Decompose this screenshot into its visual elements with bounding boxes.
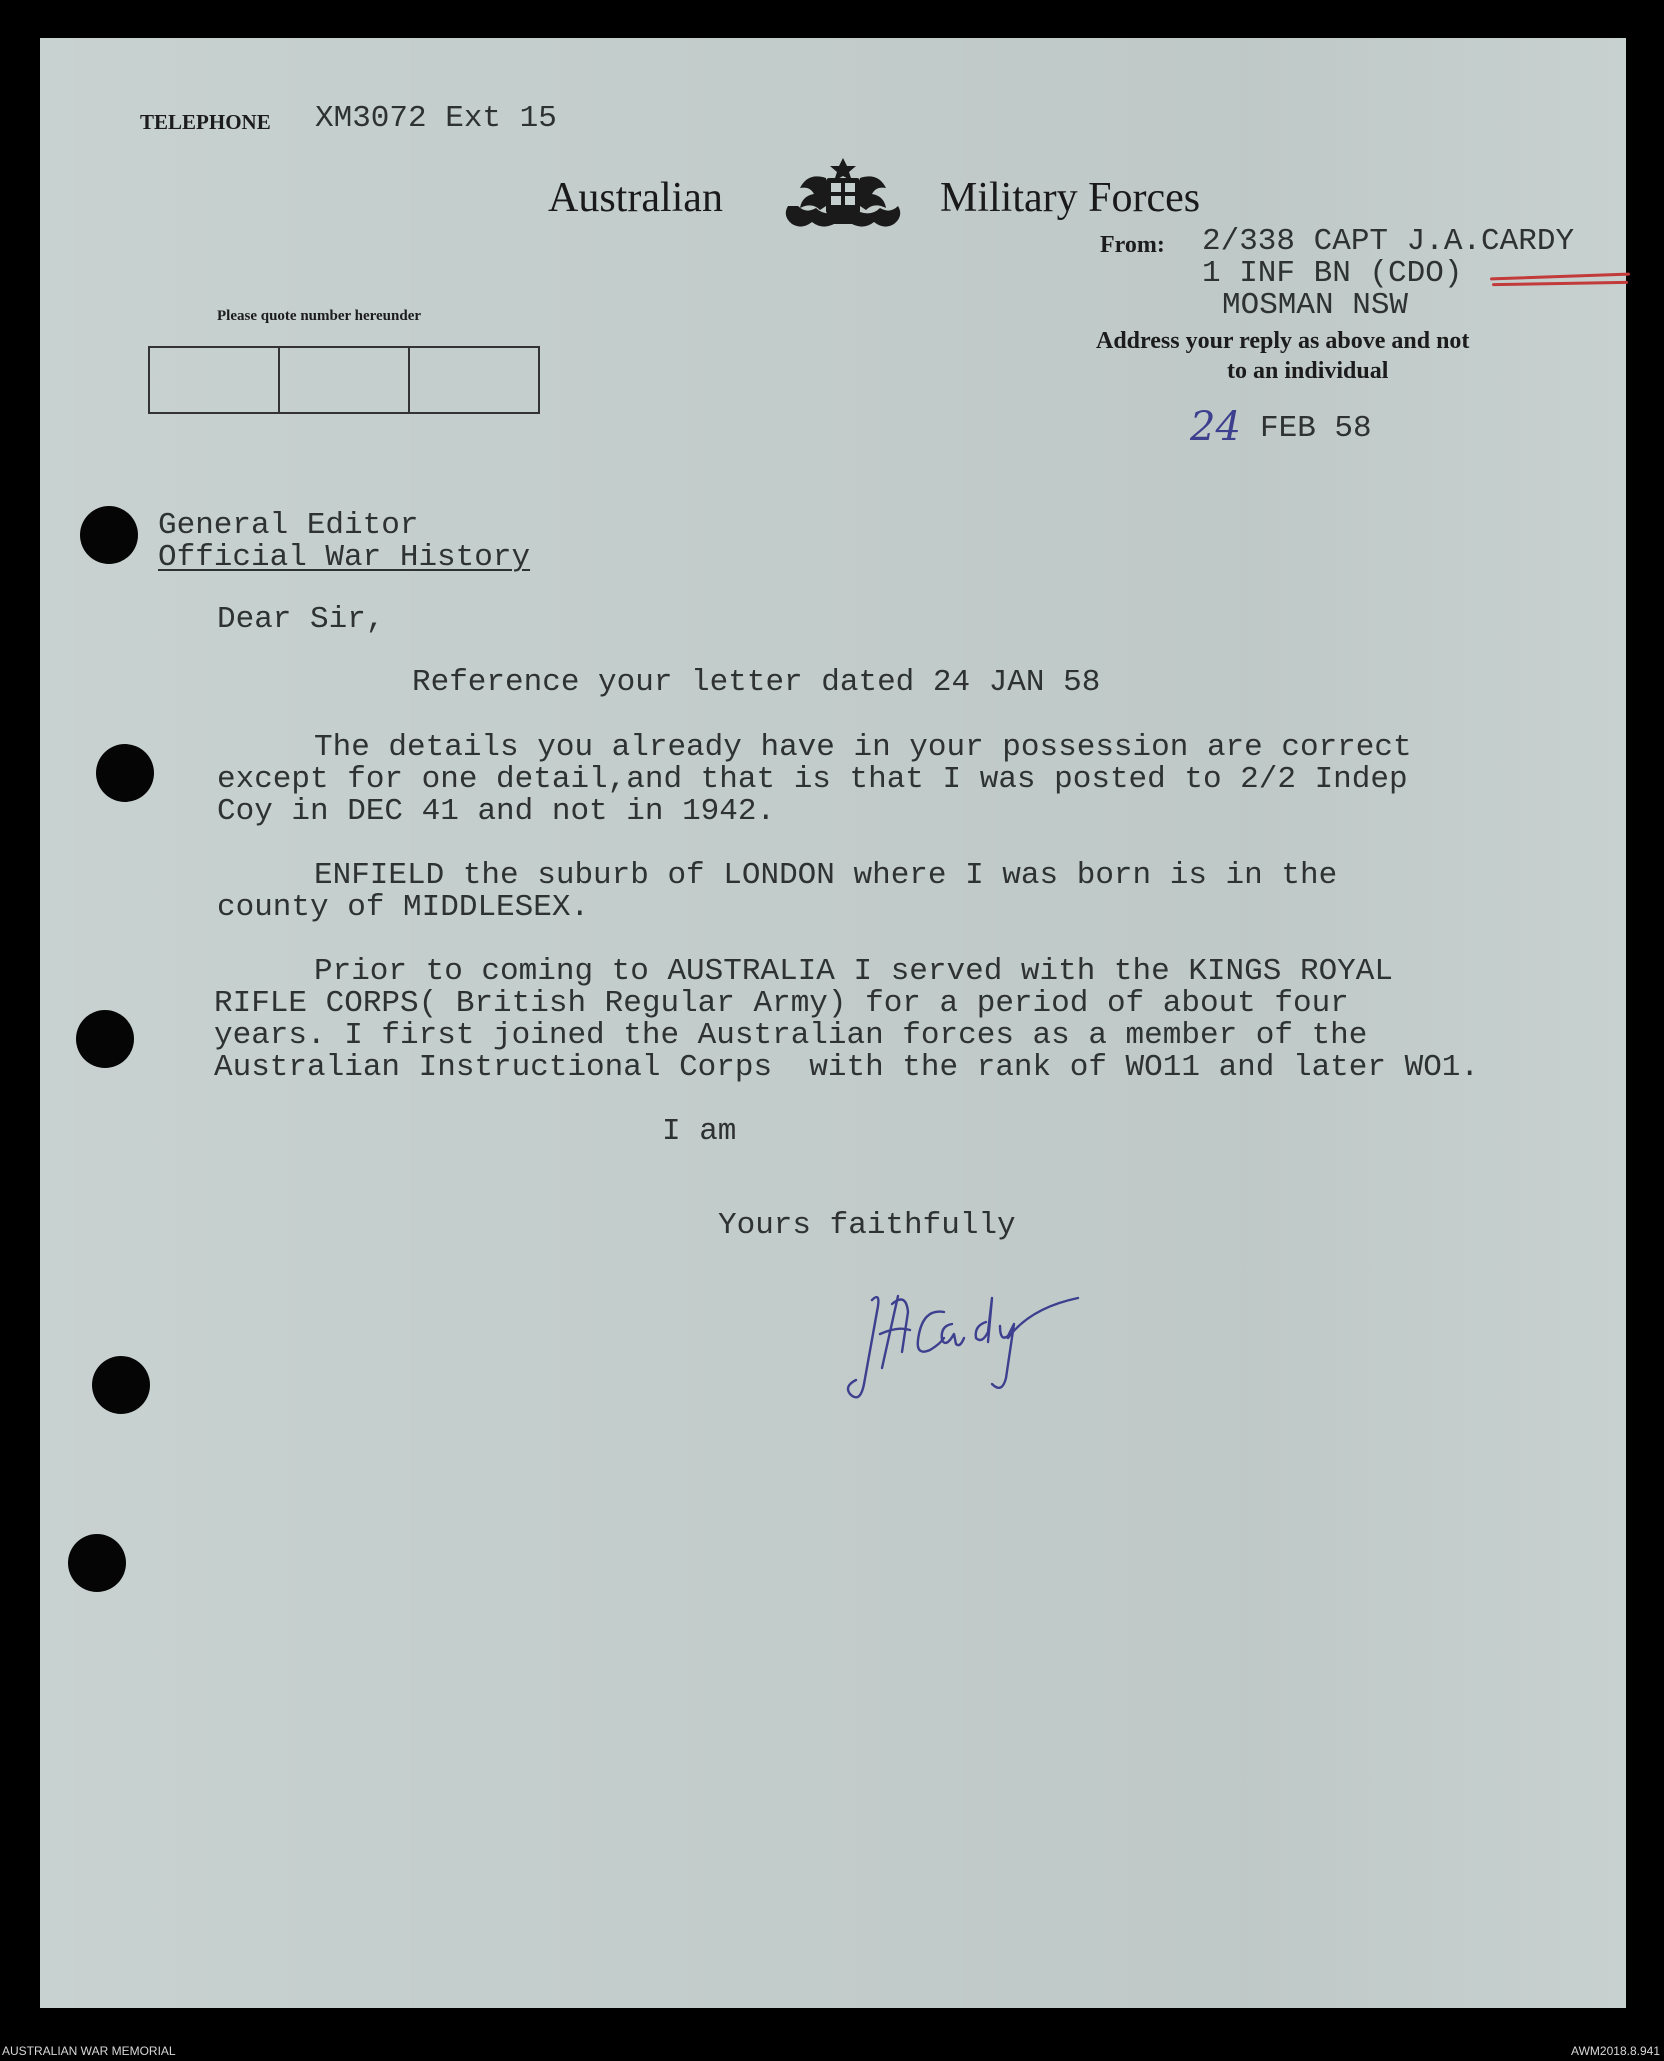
telephone-label: TELEPHONE — [140, 110, 271, 134]
closing-yours-faithfully: Yours faithfully — [718, 1208, 1016, 1243]
letterhead-title-left: Australian — [548, 175, 723, 221]
recipient-line-2: Official War History — [158, 540, 531, 575]
telephone-value: XM3072 Ext 15 — [315, 101, 557, 136]
address-note-1: Address your reply as above and not — [1096, 328, 1470, 354]
address-note-2: to an individual — [1227, 358, 1389, 384]
salutation: Dear Sir, — [217, 602, 385, 637]
recipient-line-1: General Editor — [158, 508, 419, 543]
quote-number-cell — [410, 348, 538, 412]
paragraph-3-line: Australian Instructional Corps with the rank of WO11 and later WO1. — [214, 1050, 1480, 1085]
paragraph-1-line: except for one detail,and that is that I was posted to 2/2 Indep — [217, 762, 1408, 797]
letter-sheet — [40, 38, 1626, 2008]
sender-line-2: 1 INF BN (CDO) — [1202, 256, 1463, 291]
paragraph-2-line: ENFIELD the suburb of LONDON where I was born is in the — [314, 858, 1338, 893]
letterhead-title-right: Military Forces — [940, 175, 1201, 221]
sender-line-1: 2/338 CAPT J.A.CARDY — [1202, 224, 1575, 259]
punch-hole — [80, 506, 138, 564]
footer-credit: AUSTRALIAN WAR MEMORIAL — [2, 2044, 176, 2058]
paragraph-1-line: The details you already have in your possession are correct — [314, 730, 1412, 765]
quote-number-cell — [280, 348, 410, 412]
paragraph-2-line: county of MIDDLESEX. — [217, 890, 590, 925]
paragraph-1-line: Coy in DEC 41 and not in 1942. — [217, 794, 776, 829]
paragraph-3-line: years. I first joined the Australian forces as a member of the — [214, 1018, 1368, 1053]
quote-number-cell — [150, 348, 280, 412]
reference-line: Reference your letter dated 24 JAN 58 — [412, 665, 1101, 700]
handwritten-date-day: 24 — [1190, 404, 1241, 450]
red-pen-underline — [1492, 281, 1628, 286]
coat-of-arms-icon — [768, 150, 918, 245]
red-pen-underline — [1490, 273, 1630, 281]
handwritten-signature — [840, 1282, 1100, 1417]
quote-number-box — [148, 346, 540, 414]
quote-number-label: Please quote number hereunder — [217, 308, 422, 324]
punch-hole — [96, 744, 154, 802]
punch-hole — [76, 1010, 134, 1068]
punch-hole — [68, 1534, 126, 1592]
typed-date: FEB 58 — [1260, 411, 1372, 446]
footer-accession-number: AWM2018.8.941 — [1571, 2044, 1660, 2058]
from-label: From: — [1100, 232, 1165, 258]
paragraph-3-line: RIFLE CORPS( British Regular Army) for a period of about four — [214, 986, 1349, 1021]
sender-line-3: MOSMAN NSW — [1222, 288, 1409, 323]
punch-hole — [92, 1356, 150, 1414]
closing-i-am: I am — [662, 1114, 737, 1149]
paragraph-3-line: Prior to coming to AUSTRALIA I served with the KINGS ROYAL — [314, 954, 1393, 989]
